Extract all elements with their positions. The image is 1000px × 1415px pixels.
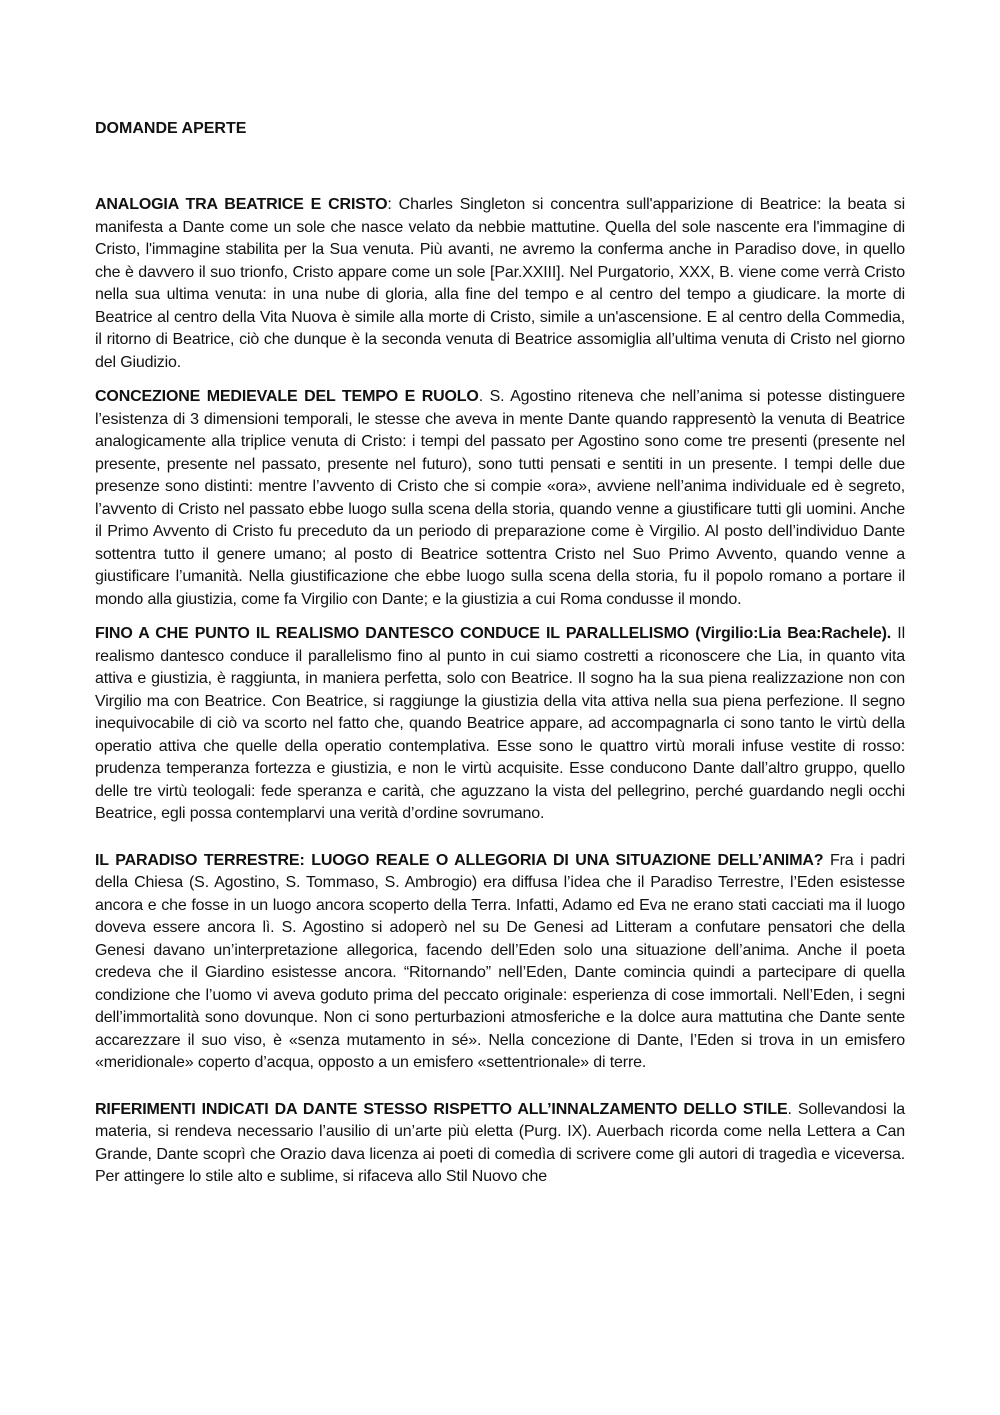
paragraph-paradiso-terrestre: [95, 850, 905, 1075]
paragraph-text: : Charles Singleton si concentra sull'apparizione di Beatrice: la beata si manifesta a Dante come un sole che nasce velato da nebbie mattutine. Quella del sole nascente era l'immagine di Cristo, l'immagine stabilita per la Sua venuta. Più avanti, ne avremo la conferma anche in Paradiso dove, in quello che è davvero il suo trionfo, Cristo appare come un sole [Par.XXIII]. Nel Purgatorio, XXX, B. viene come verrà Cristo nella sua ultima venuta: in una nube di gloria, alla fine del tempo e al centro del tempo a giudicare. la morte di Beatrice al centro della Vita Nuova è simile alla morte di Cristo, simile a un'ascensione. E al centro della Commedia, il ritorno di Beatrice, ciò che dunque è la seconda venuta di Beatrice assomiglia all’ultima venuta di Cristo nel giorno del Giudizio.: [95, 196, 905, 371]
document-title: DOMANDE APERTE: [95, 120, 247, 137]
paragraph-tempo-medievale: [95, 386, 905, 611]
paragraph-heading: CONCEZIONE MEDIEVALE DEL TEMPO E RUOLO: [95, 388, 479, 405]
paragraph-innalzamento-stile: [95, 1099, 905, 1189]
paragraph-heading: FINO A CHE PUNTO IL REALISMO DANTESCO CONDUCE IL PARALLELISMO (Virgilio:Lia Bea:Rachele).: [95, 625, 892, 642]
document-body: [95, 118, 905, 1201]
paragraph-text: Fra i padri della Chiesa (S. Agostino, S. Tommaso, S. Ambrogio) era diffusa l’idea che il Paradiso Terrestre, l’Eden esistesse ancora e che fosse in un luogo ancora scoperto della Terra. Infatti, Adamo ed Eva ne erano stati cacciati ma il luogo doveva essere ancora lì. S. Agostino si adoperò nel su De Genesi ad Litteram a confutare pensatori che della Genesi davano un’interpretazione allegorica, facendo dell’Eden solo una situazione dell’anima. Anche il poeta credeva che il Giardino esistesse ancora. “Ritornando” nell’Eden, Dante comincia quindi a partecipare di quella condizione che l’uomo vi aveva goduto prima del peccato originale: esperienza di cose immortali. Nell’Eden, i segni dell’immortalità sono dovunque. Non ci sono perturbazioni atmosferiche e la dolce aura mattutina che Dante sente accarezzare il suo viso, è «senza mutamento in sé». Nella concezione di Dante, l’Eden si trova in un emisfero «meridionale» coperto d’acqua, opposto a un emisfero «settentrionale» di terre.: [95, 851, 905, 1071]
paragraph-realismo-parallelismo: [95, 623, 905, 826]
paragraph-text: Il realismo dantesco conduce il parallelismo fino al punto in cui siamo costretti a riconoscere che Lia, in quanto vita attiva e giustizia, è raggiunta, in maniera perfetta, solo con Beatrice. Il sogno ha la sua piena realizzazione non con Virgilio ma con Beatrice. Con Beatrice, si raggiunge la giustizia della vita attiva nella sua piena perfezione. Il segno inequivocabile di ciò va scorto nel fatto che, quando Beatrice appare, ad accompagnarla ci sono tanto le virtù della operatio attiva che quelle della operatio contemplativa. Esse sono le quattro virtù morali infuse vestite di rosso: prudenza temperanza fortezza e giustizia, e non le virtù acquisite. Esse conducono Dante dall’altro gruppo, quello delle tre virtù teologali: fede speranza e carità, che aguzzano la vista del pellegrino, perché guardando negli occhi Beatrice, egli possa contemplarvi una verità d’ordine sovrumano.: [95, 625, 905, 822]
paragraph-beatrice-cristo: [95, 194, 905, 374]
paragraph-heading: RIFERIMENTI INDICATI DA DANTE STESSO RISPETTO ALL’INNALZAMENTO DELLO STILE: [95, 1100, 788, 1118]
paragraph-text: . Sollevandosi la materia, si rendeva necessario l’ausilio di un’arte più eletta (Purg. IX). Auerbach ricorda come nella Lettera a Can Grande, Dante scoprì che Orazio dava licenza ai poeti di comedìa di scrivere come gli autori di tragedìa e viceversa. Per attingere lo stile alto e sublime, si rifaceva allo Stil Nuovo che: [95, 1100, 905, 1185]
paragraph-heading: IL PARADISO TERRESTRE: LUOGO REALE O ALLEGORIA DI UNA SITUAZIONE DELL’ANIMA?: [95, 851, 824, 869]
paragraph-heading: ANALOGIA TRA BEATRICE E CRISTO: [95, 196, 388, 213]
paragraph-text: . S. Agostino riteneva che nell’anima si potesse distinguere l’esistenza di 3 dimensioni temporali, le stesse che aveva in mente Dante quando rappresentò la venuta di Beatrice analogicamente alla triplice venuta di Cristo: i tempi del passato per Agostino sono come tre presenti (presente nel presente, presente nel passato, presente nel futuro), sono tutti pensati e sentiti in un presente. I tempi delle due presenze sono distinti: mentre l’avvento di Cristo che si compie «ora», avviene nell’anima individuale ed è segreto, l’avvento di Cristo nel passato ebbe luogo sulla scena della storia, quando venne a giustificare tutti gli uomini. Anche il Primo Avvento di Cristo fu preceduto da un periodo di preparazione come è Virgilio. Al posto dell’individuo Dante sottentra tutto il genere umano; al posto di Beatrice sottentra Cristo nel Suo Primo Avvento, quando venne a giustificare l’umanità. Nella giustificazione che ebbe luogo sulla scena della storia, fu il popolo romano a portare il mondo alla giustizia, come fa Virgilio con Dante; e la giustizia a cui Roma condusse il mondo.: [95, 388, 905, 608]
